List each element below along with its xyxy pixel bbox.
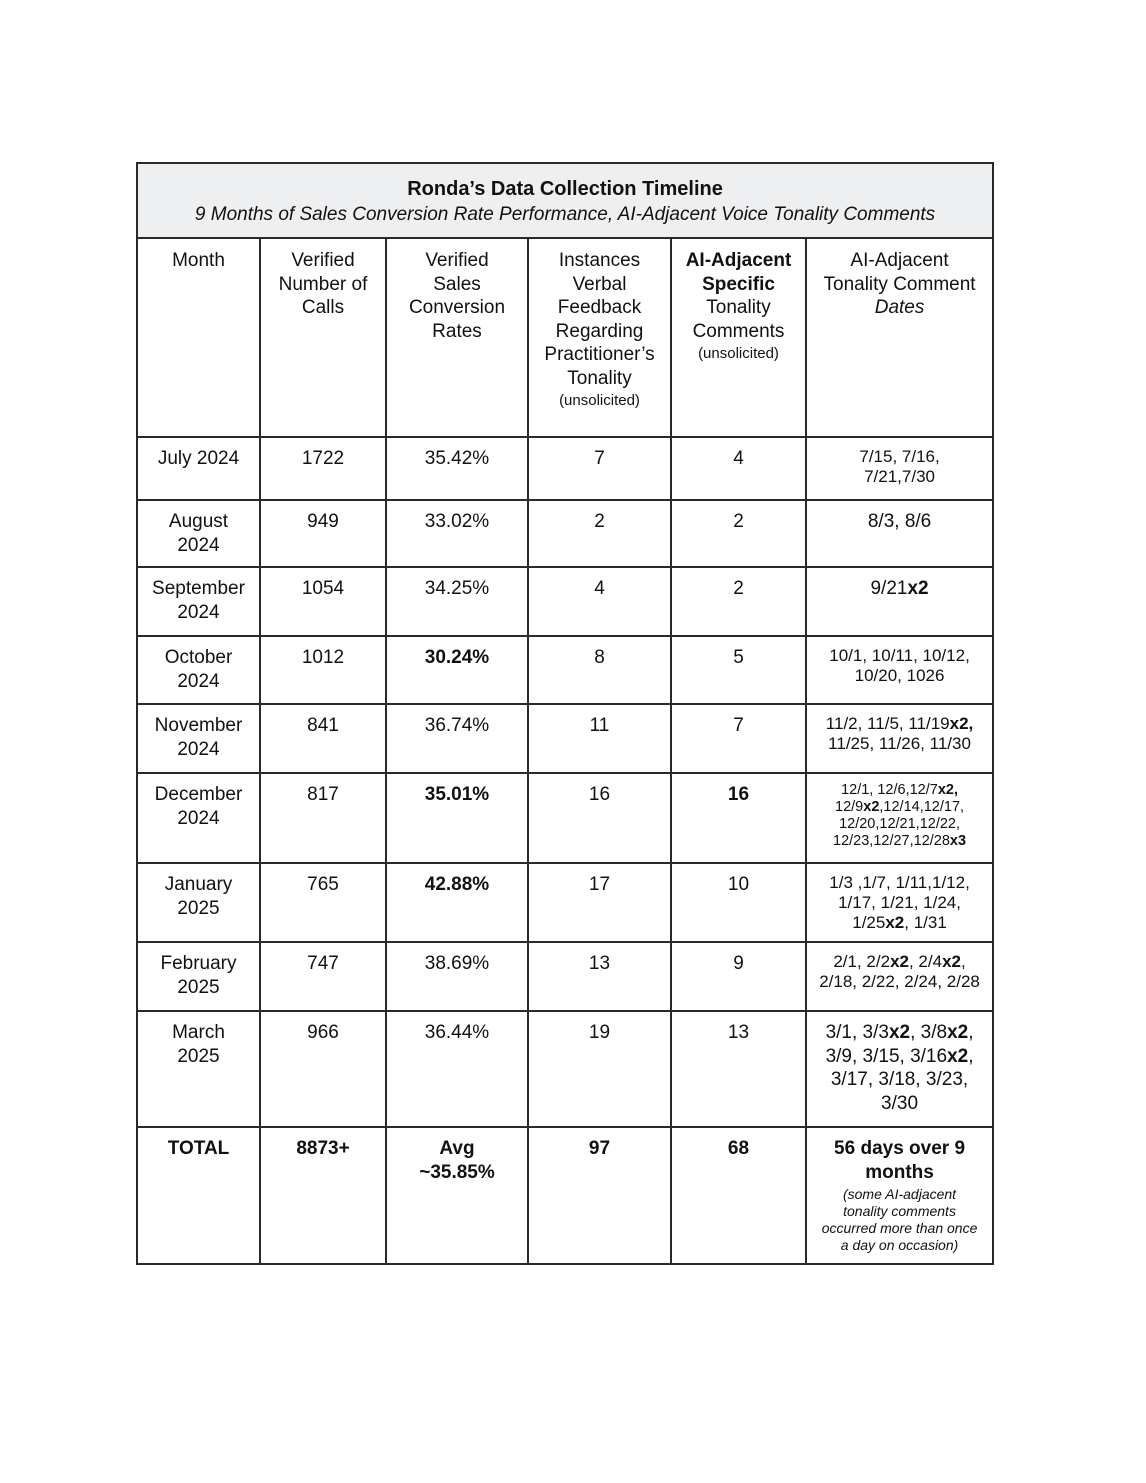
cell-ai-comments: 10 <box>671 863 806 942</box>
cell-conversion-rate: 33.02% <box>386 500 528 567</box>
date-line: 7/21,7/30 <box>864 467 935 486</box>
table-title: Ronda’s Data Collection Timeline <box>407 178 723 200</box>
table-row <box>137 942 993 1011</box>
cell-comment-dates <box>806 437 993 500</box>
cell-calls: 949 <box>260 500 386 567</box>
cell-conversion-rate: 36.44% <box>386 1011 528 1127</box>
cell-month: August 2024 <box>137 500 260 567</box>
table-row <box>137 636 993 704</box>
cell-feedback-instances: 7 <box>528 437 671 500</box>
data-collection-table <box>136 162 994 1265</box>
date-line: 11/2, 11/5, 11/19x2, <box>825 714 974 733</box>
date-line: 12/9x2,12/14,12/17, <box>835 799 965 815</box>
col-header-month: Month <box>137 238 260 437</box>
data-collection-table-sheet <box>136 162 992 1265</box>
date-line: 1/3 ,1/7, 1/11,1/12, <box>829 873 970 892</box>
table-title-cell <box>137 163 993 238</box>
total-row <box>137 1127 993 1264</box>
date-line: 2/1, 2/2x2, 2/4x2, <box>833 952 966 971</box>
total-ai-comments: 68 <box>671 1127 806 1264</box>
cell-feedback-instances: 13 <box>528 942 671 1011</box>
table-row <box>137 1011 993 1127</box>
cell-ai-comments: 16 <box>671 773 806 863</box>
total-label: TOTAL <box>137 1127 260 1264</box>
cell-calls: 747 <box>260 942 386 1011</box>
cell-calls: 817 <box>260 773 386 863</box>
date-line: 2/18, 2/22, 2/24, 2/28 <box>819 972 980 991</box>
date-line: 10/20, 1026 <box>854 666 945 685</box>
table-row <box>137 500 993 567</box>
date-line: 9/21x2 <box>870 578 929 599</box>
cell-feedback-instances: 2 <box>528 500 671 567</box>
cell-comment-dates <box>806 863 993 942</box>
table-body <box>137 437 993 1127</box>
cell-feedback-instances: 19 <box>528 1011 671 1127</box>
cell-comment-dates <box>806 500 993 567</box>
total-dates-note: (some AI-adjacent tonality comments occurred more than once a day on occasion) <box>821 1186 978 1253</box>
cell-feedback-instances: 16 <box>528 773 671 863</box>
table-row <box>137 437 993 500</box>
date-line: 8/3, 8/6 <box>867 511 932 532</box>
cell-ai-comments: 7 <box>671 704 806 773</box>
cell-calls: 765 <box>260 863 386 942</box>
date-line: 12/1, 12/6,12/7x2, <box>841 782 958 798</box>
total-calls: 8873+ <box>260 1127 386 1264</box>
col-header-ai-adjacent-comments: AI-Adjacent Specific Tonality Comments (unsolicited) <box>671 238 806 437</box>
date-line: 3/17, 3/18, 3/23, <box>830 1069 969 1090</box>
cell-feedback-instances: 8 <box>528 636 671 704</box>
cell-ai-comments: 2 <box>671 500 806 567</box>
cell-month: January 2025 <box>137 863 260 942</box>
cell-feedback-instances: 4 <box>528 567 671 636</box>
cell-comment-dates <box>806 636 993 704</box>
cell-comment-dates <box>806 1011 993 1127</box>
cell-ai-comments: 9 <box>671 942 806 1011</box>
date-line: 1/17, 1/21, 1/24, <box>838 893 961 912</box>
col-header-comment-dates: AI-Adjacent Tonality Comment Dates <box>806 238 993 437</box>
cell-calls: 841 <box>260 704 386 773</box>
date-line: 11/25, 11/26, 11/30 <box>828 734 971 753</box>
column-header-row <box>137 238 993 437</box>
cell-comment-dates <box>806 704 993 773</box>
total-dates-summary: 56 days over 9 months (some AI-adjacent tonality comments occurred more than once a day on occasion) <box>806 1127 993 1264</box>
date-line: 3/30 <box>881 1092 919 1114</box>
cell-conversion-rate: 30.24% <box>386 636 528 704</box>
cell-month: March 2025 <box>137 1011 260 1127</box>
cell-feedback-instances: 11 <box>528 704 671 773</box>
cell-conversion-rate: 42.88% <box>386 863 528 942</box>
total-feedback: 97 <box>528 1127 671 1264</box>
cell-month: July 2024 <box>137 437 260 500</box>
cell-calls: 1722 <box>260 437 386 500</box>
cell-ai-comments: 4 <box>671 437 806 500</box>
cell-ai-comments: 13 <box>671 1011 806 1127</box>
date-line: 12/20,12/21,12/22, <box>839 816 961 832</box>
cell-month: September 2024 <box>137 567 260 636</box>
cell-calls: 1012 <box>260 636 386 704</box>
cell-conversion-rate: 36.74% <box>386 704 528 773</box>
total-avg-rate: Avg ~35.85% <box>386 1127 528 1264</box>
col-header-verbal-feedback: Instances Verbal Feedback Regarding Practitioner’s Tonality (unsolicited) <box>528 238 671 437</box>
date-line: 3/9, 3/15, 3/16x2, <box>825 1045 974 1067</box>
cell-month: October 2024 <box>137 636 260 704</box>
cell-comment-dates <box>806 773 993 863</box>
date-line: 7/15, 7/16, <box>859 447 940 466</box>
cell-calls: 966 <box>260 1011 386 1127</box>
col-header-calls: Verified Number of Calls <box>260 238 386 437</box>
cell-conversion-rate: 34.25% <box>386 567 528 636</box>
cell-conversion-rate: 35.01% <box>386 773 528 863</box>
cell-month: December 2024 <box>137 773 260 863</box>
cell-conversion-rate: 35.42% <box>386 437 528 500</box>
col-header-conversion-rates: Verified Sales Conversion Rates <box>386 238 528 437</box>
table-row <box>137 567 993 636</box>
date-line: 10/1, 10/11, 10/12, <box>829 646 970 665</box>
table-subtitle: 9 Months of Sales Conversion Rate Performance, AI-Adjacent Voice Tonality Comments <box>194 204 936 225</box>
cell-month: February 2025 <box>137 942 260 1011</box>
cell-ai-comments: 2 <box>671 567 806 636</box>
date-line: 1/25x2, 1/31 <box>852 913 947 932</box>
cell-comment-dates <box>806 567 993 636</box>
cell-conversion-rate: 38.69% <box>386 942 528 1011</box>
date-line: 12/23,12/27,12/28x3 <box>833 833 967 849</box>
cell-ai-comments: 5 <box>671 636 806 704</box>
cell-feedback-instances: 17 <box>528 863 671 942</box>
cell-calls: 1054 <box>260 567 386 636</box>
table-row <box>137 773 993 863</box>
cell-comment-dates <box>806 942 993 1011</box>
cell-month: November 2024 <box>137 704 260 773</box>
date-line: 3/1, 3/3x2, 3/8x2, <box>825 1022 974 1043</box>
table-row <box>137 863 993 942</box>
table-row <box>137 704 993 773</box>
